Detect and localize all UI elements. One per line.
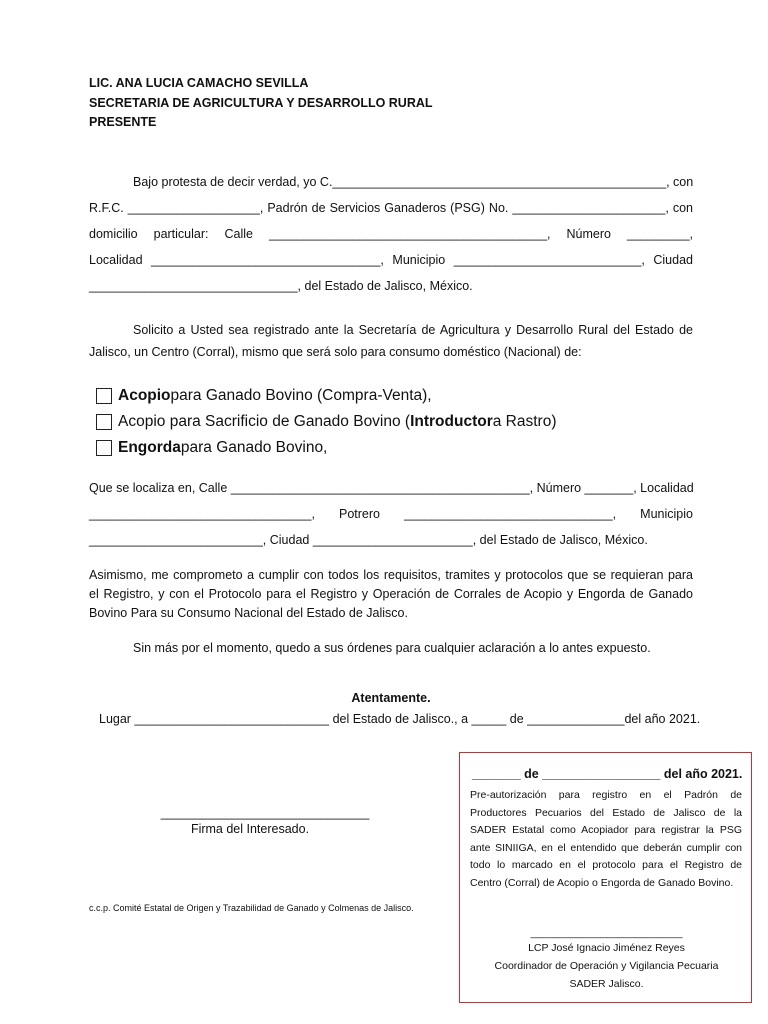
commitment-line-2: el Registro, y con el Protocolo para el Registro y Operación de Corrales de Acopio y Engorda de Ganado	[89, 587, 693, 601]
addressee-office: SECRETARIA DE AGRICULTURA Y DESARROLLO RURAL	[89, 95, 433, 110]
signature-line: ______________________________	[160, 806, 370, 820]
place-date-line: Lugar ____________________________ del Estado de Jalisco., a _____ de ______________del año 2021.	[99, 712, 701, 726]
option-acopio-text: para Ganado Bovino (Compra-Venta),	[170, 387, 432, 404]
option-engorda[interactable]	[96, 435, 557, 461]
checkbox-engorda[interactable]	[96, 440, 112, 456]
checkbox-acopio[interactable]	[96, 388, 112, 404]
commitment-line-3: Bovino Para su Consumo Nacional del Estado de Jalisco.	[89, 606, 408, 620]
location-line-2: ________________________________, Potrero ______________________________, Municipio	[89, 507, 693, 521]
closing-text: Sin más por el momento, quedo a sus órdenes para cualquier aclaración a lo antes expuesto.	[133, 641, 651, 655]
preauth-sign-line: __________________________	[530, 927, 683, 939]
option-sacrificio[interactable]	[96, 409, 557, 435]
option-acopio[interactable]	[96, 383, 557, 409]
location-line-1: Que se localiza en, Calle ___________________________________________, Número _______, Localidad	[89, 481, 694, 495]
request-line-2: Jalisco, un Centro (Corral), mismo que será solo para consumo doméstico (Nacional) de:	[89, 345, 582, 359]
checkbox-sacrificio[interactable]	[96, 414, 112, 430]
commitment-line-1: Asimismo, me comprometo a cumplir con todos los requisitos, tramites y protocolos que se requieran para	[89, 568, 693, 582]
option-sacrificio-text-end: a Rastro)	[492, 413, 557, 430]
preauth-date: _______ de _________________ del año 2021.	[472, 767, 743, 781]
option-checklist	[96, 383, 557, 461]
declaration-line-2: R.F.C. ___________________, Padrón de Servicios Ganaderos (PSG) No. ______________________, con	[89, 201, 693, 215]
location-line-3: _________________________, Ciudad _______________________, del Estado de Jalisco, México.	[89, 533, 648, 547]
addressee-block	[89, 74, 433, 133]
preauth-text: Pre-autorización para registro en el Padrón de Productores Pecuarios del Estado de Jalisco de la SADER Estatal como Acopiador para registrar la PSG ante SINIIGA, en el entendido que deberán cumplir con todo lo marcado en el protocolo para el Registro de Centro (Corral) de Acopio o Engorda de Ganado Bovino.	[470, 789, 742, 889]
ccp-note: c.c.p. Comité Estatal de Origen y Trazabilidad de Ganado y Colmenas de Jalisco.	[89, 903, 414, 913]
option-sacrificio-text: Acopio para Sacrificio de Ganado Bovino (	[118, 413, 411, 430]
declaration-line-5: ______________________________, del Estado de Jalisco, México.	[89, 279, 473, 293]
preauth-org: SADER Jalisco.	[569, 978, 644, 990]
preauth-title: Coordinador de Operación y Vigilancia Pecuaria	[494, 960, 719, 972]
declaration-line-3: domicilio particular: Calle ________________________________________, Número _________,	[89, 227, 693, 241]
option-sacrificio-bold: Introductor	[410, 413, 493, 430]
declaration-line-1: Bajo protesta de decir verdad, yo C.________________________________________________, con	[133, 175, 694, 189]
declaration-line-4: Localidad _________________________________, Municipio ___________________________, Ciudad	[89, 253, 693, 267]
preauth-signer: LCP José Ignacio Jiménez Reyes	[528, 942, 685, 954]
addressee-presente: PRESENTE	[89, 115, 157, 129]
atentamente: Atentamente.	[351, 691, 431, 705]
option-engorda-text: para Ganado Bovino,	[180, 439, 328, 456]
option-acopio-bold: Acopio	[118, 387, 171, 404]
option-engorda-bold: Engorda	[118, 439, 181, 456]
request-line-1: Solicito a Usted sea registrado ante la Secretaría de Agricultura y Desarrollo Rural del Estado de	[133, 323, 693, 337]
signature-label: Firma del Interesado.	[190, 822, 310, 836]
addressee-name: LIC. ANA LUCIA CAMACHO SEVILLA	[89, 76, 309, 90]
preauthorization-box	[459, 752, 752, 1003]
